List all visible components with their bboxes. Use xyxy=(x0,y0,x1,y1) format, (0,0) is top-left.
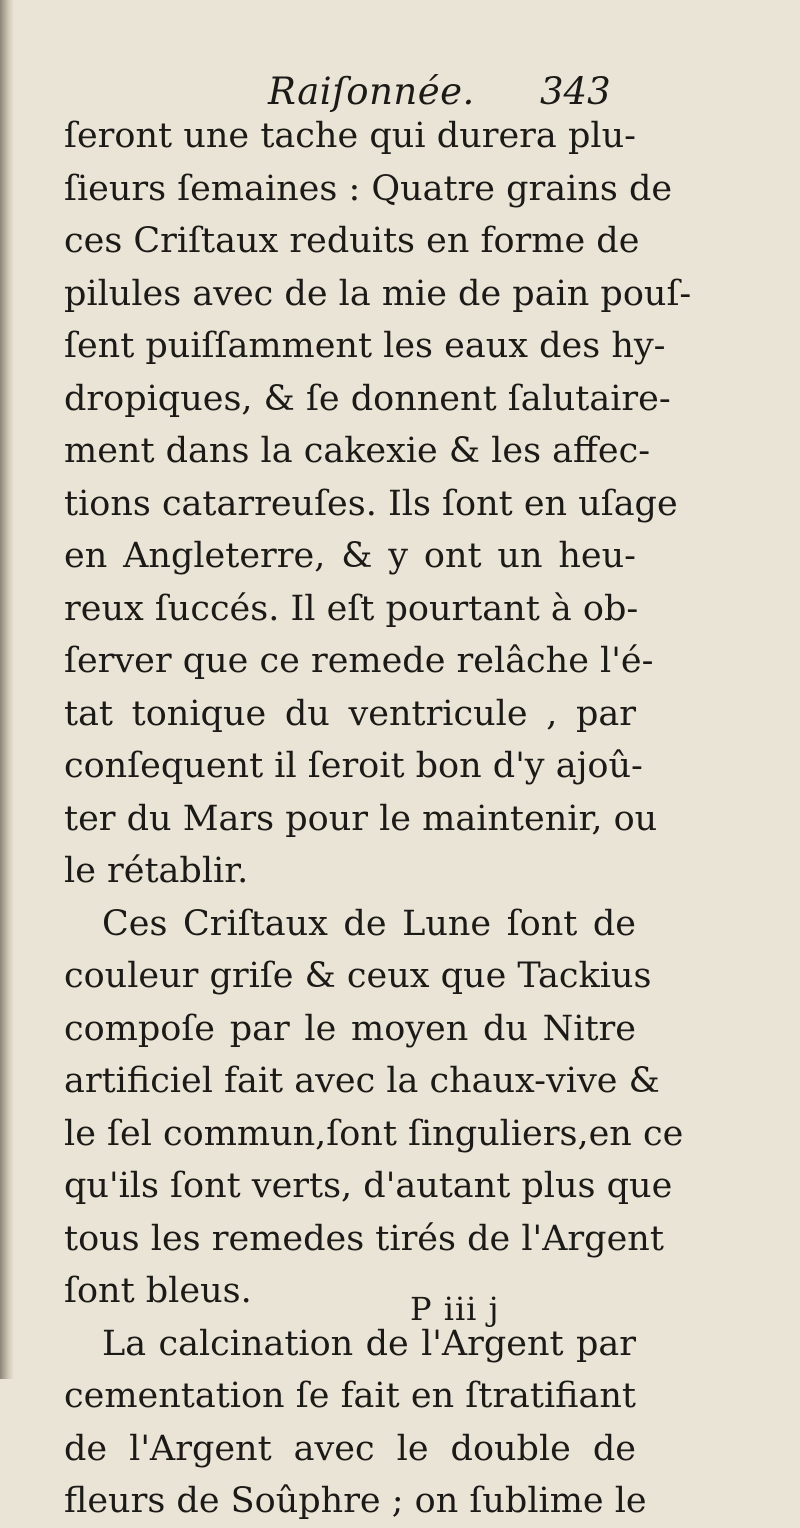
text-line: compoſe par le moyen du Nitre xyxy=(64,1008,636,1049)
body-text xyxy=(64,110,692,1528)
text-line: tions catarreuſes. Ils ſont en uſage xyxy=(64,483,678,524)
text-line: dropiques, & ſe donnent ſalutaire- xyxy=(64,378,671,419)
text-line: reux ſuccés. Il eſt pourtant à ob- xyxy=(64,588,639,629)
text-line: en Angleterre, & y ont un heu- xyxy=(64,536,636,576)
text-line: pilules avec de la mie de pain pouſ- xyxy=(64,273,692,314)
signature-mark: P iii j xyxy=(410,1290,500,1328)
text-line: ſerver que ce remede relâche l'é- xyxy=(64,641,654,681)
text-line: Ces Criſtaux de Lune ſont de xyxy=(102,903,636,944)
text-line: de l'Argent avec le double de xyxy=(64,1428,636,1469)
text-line: ſieurs ſemaines : Quatre grains de xyxy=(64,168,673,209)
page-number: 343 xyxy=(540,70,611,113)
text-line: couleur griſe & ceux que Tackius xyxy=(64,956,652,996)
text-line: tous les remedes tirés de l'Argent xyxy=(64,1218,664,1259)
text-line: ment dans la cakexie & les affec- xyxy=(64,431,651,471)
text-line: ter du Mars pour le maintenir, ou xyxy=(64,798,658,839)
running-head: Raiſonnée. xyxy=(268,70,475,113)
text-line: artificiel fait avec la chaux-vive & xyxy=(64,1061,660,1101)
text-line: conſequent il ſeroit bon d'y ajoû- xyxy=(64,746,643,786)
text-line: cementation ſe fait en ſtratifiant xyxy=(64,1376,636,1416)
text-line: le ſel commun,ſont ſinguliers,en ce xyxy=(64,1113,684,1154)
text-line: ſeront une tache qui durera plu- xyxy=(64,116,636,156)
text-line: tat tonique du ventricule , par xyxy=(64,693,636,734)
text-line: ſent puiſſamment les eaux des hy- xyxy=(64,326,666,366)
text-line: qu'ils ſont verts, d'autant plus que xyxy=(64,1166,673,1206)
text-line: La calcination de l'Argent par xyxy=(102,1323,636,1364)
text-line: fleurs de Soûphre ; on ſublime le xyxy=(64,1481,647,1521)
text-line: ces Criſtaux reduits en forme de xyxy=(64,221,640,261)
text-line: ſont bleus. xyxy=(64,1271,252,1311)
text-line: le rétablir. xyxy=(64,851,249,891)
